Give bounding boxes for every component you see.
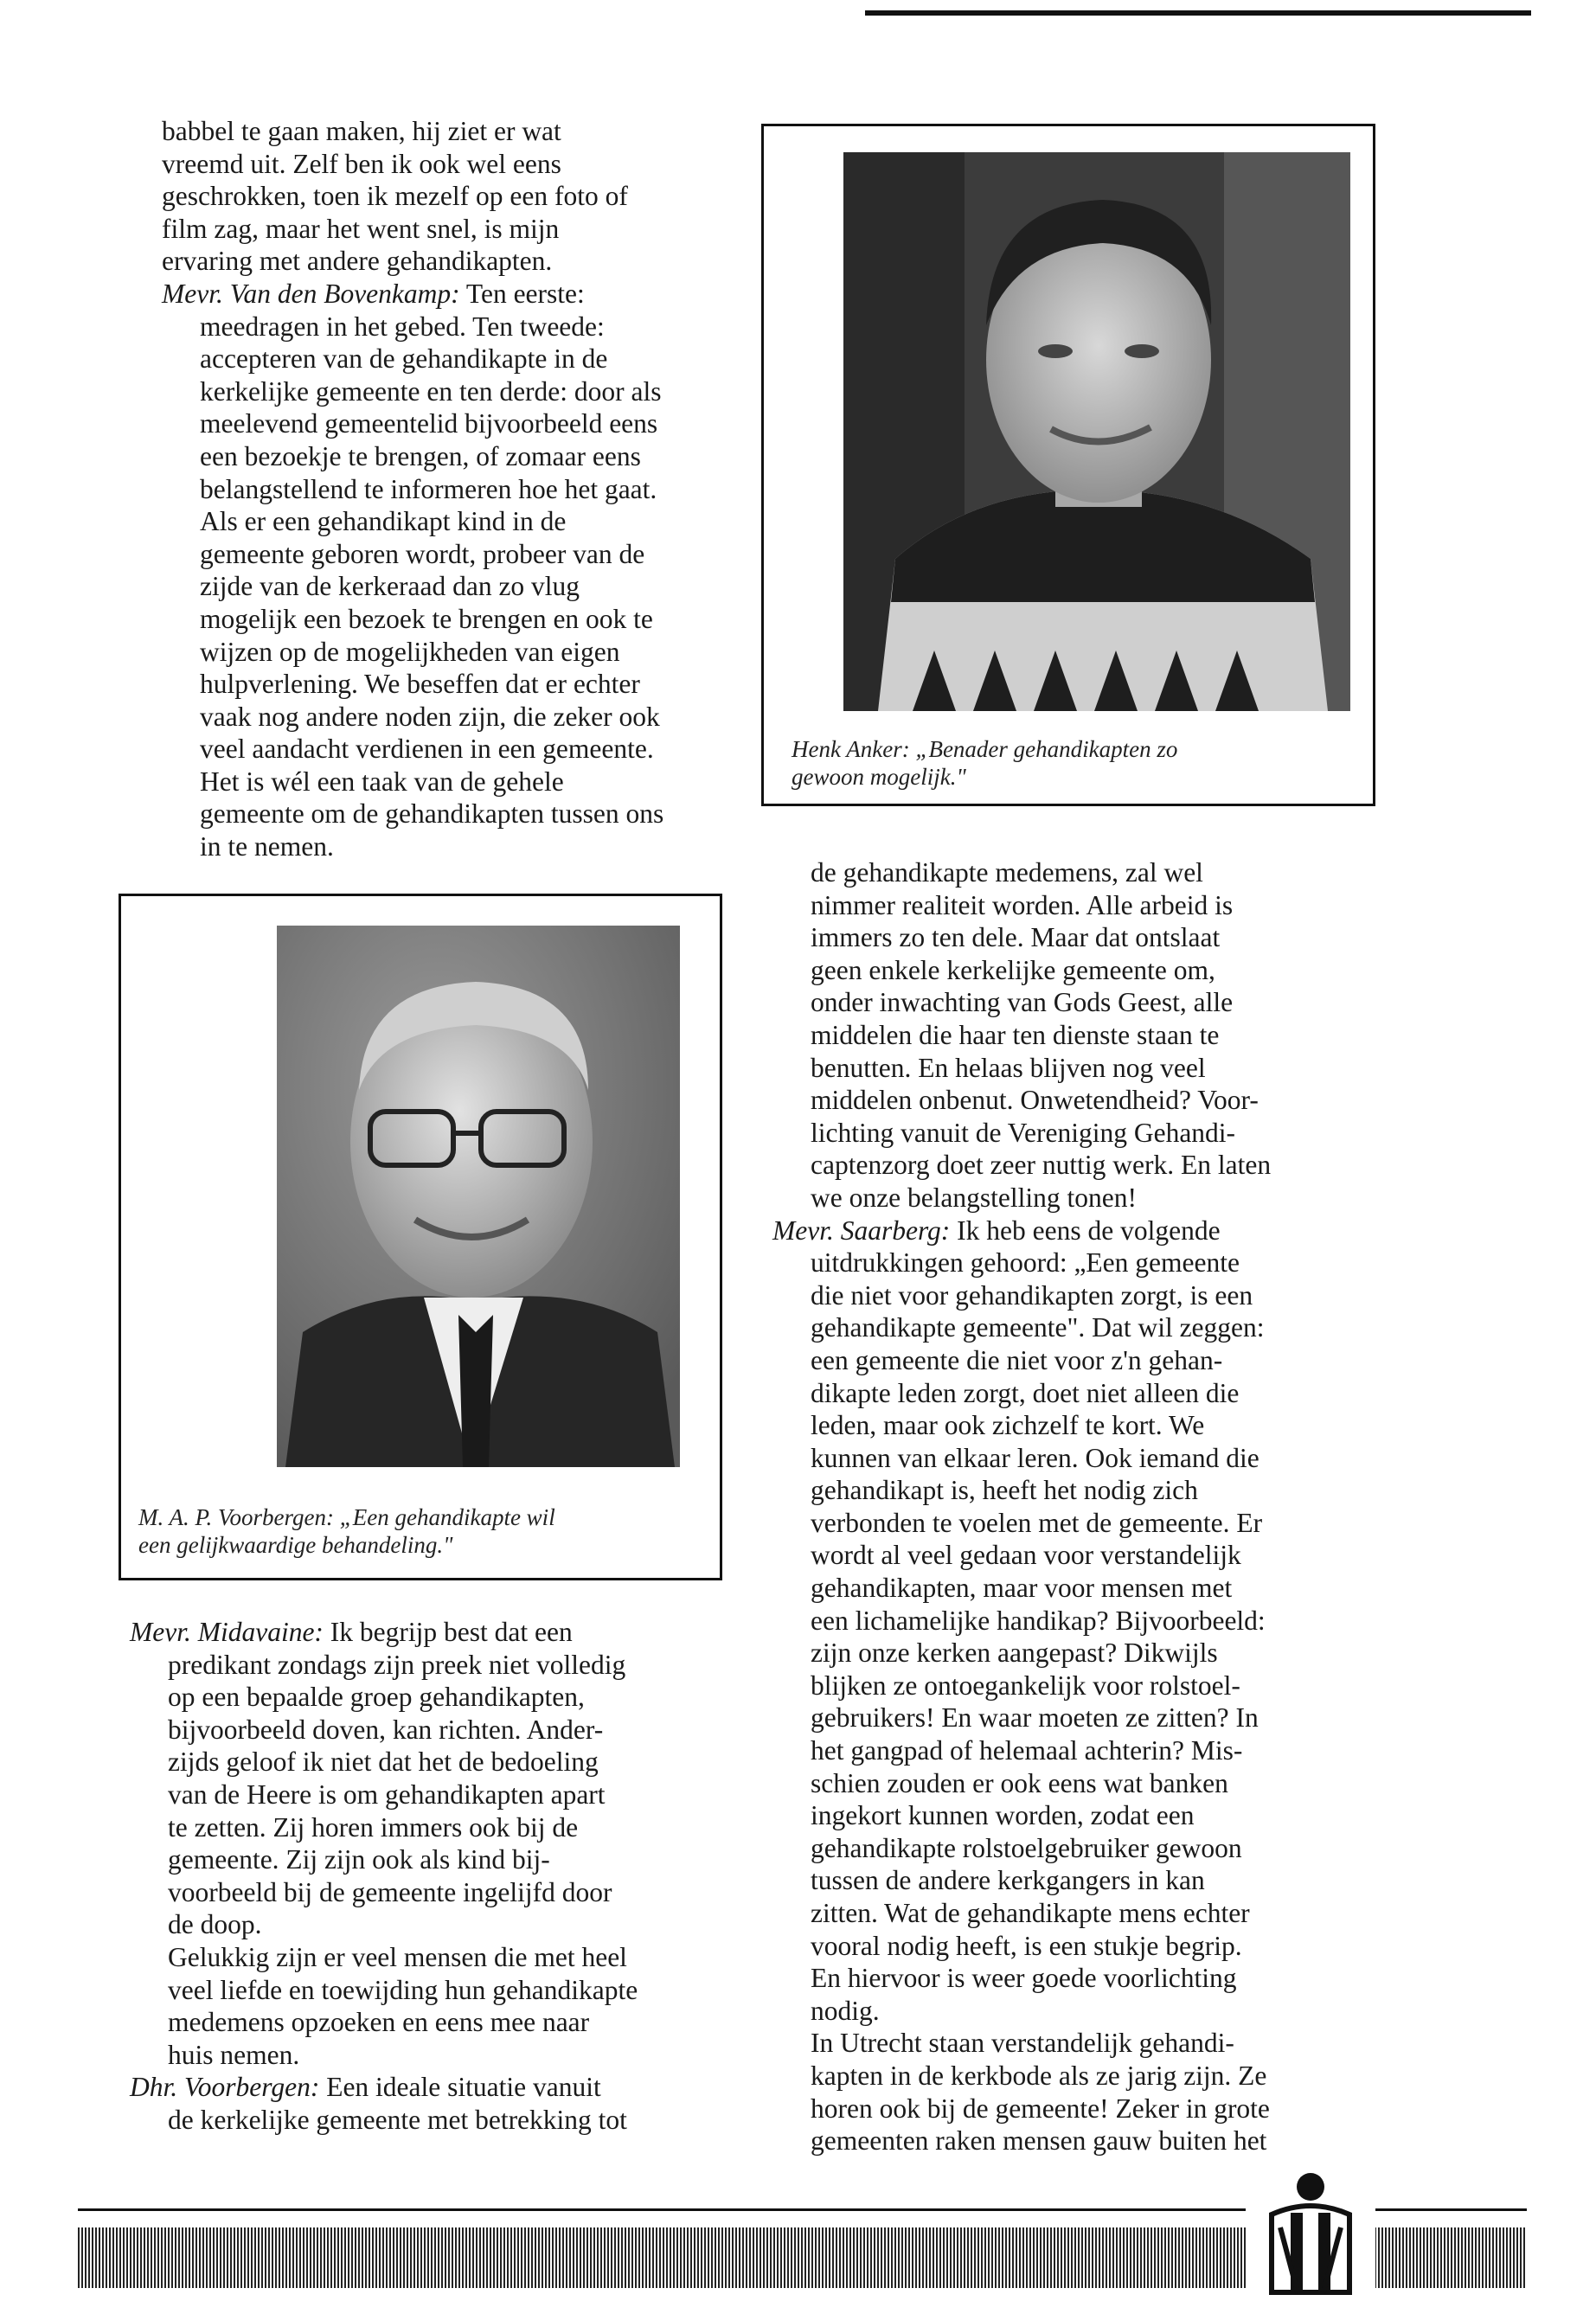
text-line: meelevend gemeentelid bijvoorbeeld eens [200, 408, 658, 439]
text-line: benutten. En helaas blijven nog veel [811, 1052, 1206, 1083]
text-line: Gelukkig zijn er veel mensen die met heel [168, 1941, 627, 1972]
photo-box-voorbergen [119, 894, 722, 1580]
text-line: de kerkelijke gemeente met betrekking tot [168, 2104, 627, 2135]
text-line: leden, maar ook zichzelf te kort. We [811, 1410, 1205, 1441]
text-line: Ik begrijp best dat een [323, 1617, 573, 1647]
bovenkamp-paragraph [162, 278, 724, 863]
text-line: kunnen van elkaar leren. Ook iemand die [811, 1442, 1259, 1473]
text-line: meedragen in het gebed. Ten tweede: [200, 311, 605, 342]
text-line: Een ideale situatie vanuit [319, 2072, 601, 2103]
text-line: gebruikers! En waar moeten ze zitten? In [811, 1702, 1259, 1734]
text-line: geschrokken, toen ik mezelf op een foto of [162, 181, 628, 212]
text-line: kerkelijke gemeente en ten derde: door als [200, 375, 662, 407]
text-line: predikant zondags zijn preek niet volledig [168, 1649, 626, 1680]
photo-box-anker [761, 124, 1375, 806]
text-line: bijvoorbeeld doven, kan richten. Ander- [168, 1714, 604, 1745]
text-line: uitdrukkingen gehoord: „Een gemeente [811, 1247, 1240, 1279]
speaker-label: Mevr. Van den Bovenkamp: [162, 278, 460, 309]
text-line: onder inwachting van Gods Geest, alle [811, 987, 1234, 1018]
footer-hatch-band-left [78, 2227, 1254, 2288]
text-line: ervaring met andere gehandikapten. [162, 246, 553, 277]
text-line: van de Heere is om gehandikapten apart [168, 1779, 606, 1810]
text-line: gehandikapte rolstoelgebruiker gewoon [811, 1832, 1242, 1863]
midavaine-paragraph [130, 1616, 727, 2071]
continued-paragraph [811, 856, 1407, 1215]
saarberg-paragraph [772, 1215, 1407, 2157]
speaker-label: Mevr. Midavaine: [130, 1617, 324, 1647]
text-line: In Utrecht staan verstandelijk gehandi- [811, 2028, 1234, 2059]
text-line: ingekort kunnen worden, zodat een [811, 1800, 1195, 1831]
text-line: een gemeente die niet voor z'n gehan- [811, 1344, 1223, 1375]
text-line: captenzorg doet zeer nuttig werk. En laten [811, 1150, 1272, 1181]
text-line: hulpverlening. We beseffen dat er echter [200, 669, 640, 700]
footer-rule-left [78, 2208, 1254, 2211]
text-line: zitten. Wat de gehandikapte mens echter [811, 1898, 1250, 1928]
speaker-label: Dhr. Voorbergen: [130, 2072, 320, 2103]
text-line: nimmer realiteit worden. Alle arbeid is [811, 889, 1234, 920]
text-line: zijds geloof ik niet dat het de bedoeling [168, 1747, 599, 1778]
text-line: huis nemen. [168, 2039, 300, 2070]
text-line: wijzen op de mogelijkheden van eigen [200, 636, 620, 667]
text-line: de gehandikapte medemens, zal wel [811, 857, 1203, 888]
text-line: in te nemen. [200, 831, 334, 862]
text-line: nodig. [811, 1995, 880, 2026]
text-line: gehandikapten, maar voor mensen met [811, 1573, 1233, 1604]
text-line: immers zo ten dele. Maar dat ontslaat [811, 922, 1221, 953]
text-line: dikapte leden zorgt, doet niet alleen die [811, 1377, 1240, 1408]
text-line: gemeenten raken mensen gauw buiten het [811, 2125, 1267, 2157]
text-line: gehandikapte gemeente". Dat wil zeggen: [811, 1312, 1265, 1343]
text-line: horen ook bij de gemeente! Zeker in grote [811, 2093, 1270, 2124]
text-line: Het is wél een taak van de gehele [200, 766, 564, 797]
text-line: Als er een gehandikapt kind in de [200, 506, 567, 537]
text-line: babbel te gaan maken, hij ziet er wat [162, 116, 561, 146]
text-line: geen enkele kerkelijke gemeente om, [811, 954, 1215, 985]
text-line: het gangpad of helemaal achterin? Mis- [811, 1735, 1243, 1766]
text-line: vaak nog andere noden zijn, die zeker ook [200, 701, 660, 732]
text-line: gehandikapt is, heeft het nodig zich [811, 1475, 1198, 1506]
text-line: die niet voor gehandikapten zorgt, is een [811, 1279, 1253, 1311]
text-line: mogelijk een bezoek te brengen en ook te [200, 603, 653, 634]
text-line: lichting vanuit de Vereniging Gehandi- [811, 1117, 1236, 1148]
text-line: wordt al veel gedaan voor verstandelijk [811, 1540, 1241, 1571]
caption-line: een gelijkwaardige behandeling." [138, 1532, 453, 1558]
text-line: een lichamelijke handikap? Bijvoorbeeld: [811, 1605, 1266, 1636]
caption-anker [792, 735, 1345, 791]
voorbergen-paragraph [130, 2071, 727, 2136]
text-line: schien zouden er ook eens wat banken [811, 1767, 1228, 1798]
left-column-top [162, 115, 724, 863]
right-column [772, 856, 1407, 2157]
publication-logo-icon [1246, 2163, 1375, 2301]
text-line: kapten in de kerkbode als ze jarig zijn. Ze [811, 2060, 1267, 2091]
text-line: een bezoekje te brengen, of zomaar eens [200, 440, 641, 471]
top-rule [865, 10, 1531, 16]
text-line: zijde van de kerkeraad dan zo vlug [200, 571, 580, 602]
text-line: vreemd uit. Zelf ben ik ook wel eens [162, 148, 561, 179]
text-line: verbonden te voelen met de gemeente. Er [811, 1507, 1263, 1538]
intro-paragraph [162, 115, 724, 278]
text-line: veel liefde en toewijding hun gehandikapte [168, 1974, 638, 2005]
caption-line: gewoon mogelijk." [792, 764, 966, 790]
caption-voorbergen [138, 1503, 709, 1559]
text-line: gemeente om de gehandikapten tussen ons [200, 798, 664, 830]
text-line: we onze belangstelling tonen! [811, 1182, 1138, 1213]
text-line: zijn onze kerken aangepast? Dikwijls [811, 1638, 1218, 1669]
text-line: gemeente. Zij zijn ook als kind bij- [168, 1844, 550, 1875]
text-line: vooral nodig heeft, is een stukje begrip. [811, 1930, 1242, 1961]
text-line: Ik heb eens de volgende [950, 1215, 1221, 1246]
text-line: voorbeeld bij de gemeente ingelijfd door [168, 1876, 612, 1907]
caption-line: Henk Anker: „Benader gehandikapten zo [792, 736, 1178, 762]
text-line: middelen die haar ten dienste staan te [811, 1019, 1220, 1050]
text-line: tussen de andere kerkgangers in kan [811, 1865, 1205, 1896]
portrait-photo-voorbergen [277, 926, 680, 1467]
portrait-anker-illustration [843, 152, 1350, 711]
text-line: de doop. [168, 1909, 262, 1940]
text-line: film zag, maar het went snel, is mijn [162, 213, 560, 244]
portrait-photo-anker [843, 152, 1350, 711]
text-line: accepteren van de gehandikapte in de [200, 343, 608, 375]
text-line: medemens opzoeken en eens mee naar [168, 2007, 590, 2038]
text-line: Ten eerste: [459, 278, 585, 309]
text-line: veel aandacht verdienen in een gemeente. [200, 734, 654, 765]
text-line: gemeente geboren wordt, probeer van de [200, 538, 645, 569]
text-line: middelen onbenut. Onwetendheid? Voor- [811, 1085, 1259, 1116]
caption-line: M. A. P. Voorbergen: „Een gehandikapte wil [138, 1504, 555, 1530]
text-line: belangstellend te informeren hoe het gaat. [200, 473, 657, 504]
text-line: op een bepaalde groep gehandikapten, [168, 1682, 585, 1713]
portrait-voorbergen-illustration [277, 926, 680, 1467]
left-column-bottom [130, 1616, 727, 2137]
speaker-label: Mevr. Saarberg: [772, 1215, 951, 1246]
text-line: En hiervoor is weer goede voorlichting [811, 1963, 1237, 1994]
text-line: blijken ze ontoegankelijk voor rolstoel- [811, 1670, 1240, 1701]
text-line: te zetten. Zij horen immers ook bij de [168, 1811, 579, 1843]
footer-hatch-band-right [1371, 2227, 1527, 2288]
footer-rule-right [1371, 2208, 1527, 2211]
